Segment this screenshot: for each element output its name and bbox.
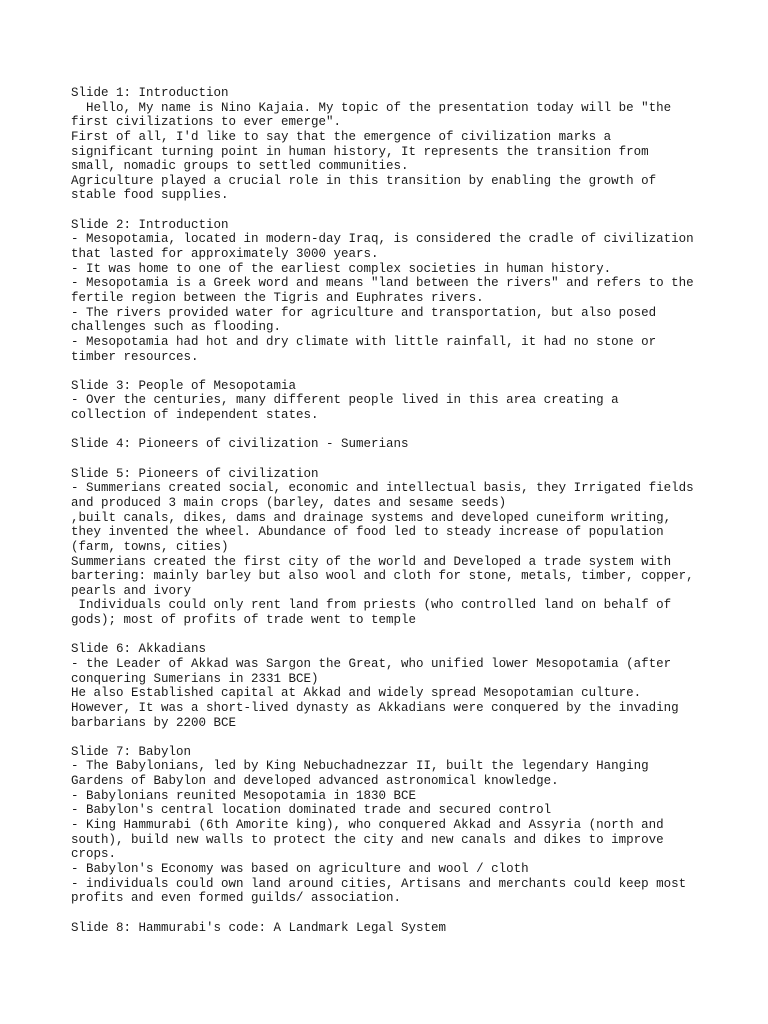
text-line: small, nomadic groups to settled communities. (71, 159, 409, 174)
text-line: crops. (71, 847, 117, 862)
text-line: first civilizations to ever emerge". (71, 115, 342, 130)
text-line: However, It was a short-lived dynasty as Akkadians were conquered by the invading (71, 700, 679, 715)
text-line: Individuals could only rent land from priests (who controlled land on behalf of (71, 598, 672, 613)
text-line: - The Babylonians, led by King Nebuchadnezzar II, built the legendary Hanging (71, 759, 649, 774)
text-line (71, 364, 711, 379)
text-line: - Babylon's Economy was based on agriculture and wool / cloth (71, 861, 529, 876)
text-line: - Babylonians reunited Mesopotamia in 1830 BCE (71, 788, 417, 803)
text-line: Summerians created the first city of the world and Developed a trade system with (71, 554, 672, 569)
text-line: timber resources. (71, 349, 199, 364)
text-line: - Mesopotamia, located in modern-day Iraq, is considered the cradle of civilization (71, 232, 694, 247)
text-line: He also Established capital at Akkad and widely spread Mesopotamian culture. (71, 686, 642, 701)
text-line: that lasted for approximately 3000 years. (71, 247, 379, 262)
text-line: Slide 4: Pioneers of civilization - Sumerians (71, 437, 409, 452)
text-line: pearls and ivory (71, 583, 192, 598)
text-line: - the Leader of Akkad was Sargon the Great, who unified lower Mesopotamia (after (71, 656, 672, 671)
text-line: profits and even formed guilds/ association. (71, 891, 402, 906)
text-line: - King Hammurabi (6th Amorite king), who conquered Akkad and Assyria (north and (71, 818, 664, 833)
text-line: gods); most of profits of trade went to temple (71, 613, 417, 628)
text-line: ,built canals, dikes, dams and drainage systems and developed cuneiform writing, (71, 510, 672, 525)
text-line: - Over the centuries, many different people lived in this area creating a (71, 393, 619, 408)
text-line (71, 423, 711, 438)
text-line (71, 906, 711, 921)
text-line: Slide 5: Pioneers of civilization (71, 466, 319, 481)
text-line: - Mesopotamia had hot and dry climate with little rainfall, it had no stone or (71, 334, 657, 349)
text-line: Slide 7: Babylon (71, 744, 192, 759)
text-line: Hello, My name is Nino Kajaia. My topic of the presentation today will be "the (71, 100, 672, 115)
text-line: significant turning point in human history, It represents the transition from (71, 144, 649, 159)
text-line: First of all, I'd like to say that the emergence of civilization marks a (71, 129, 612, 144)
text-line: Slide 2: Introduction (71, 217, 229, 232)
text-line: Slide 8: Hammurabi's code: A Landmark Legal System (71, 920, 447, 935)
text-line: and produced 3 main crops (barley, dates and sesame seeds) (71, 495, 507, 510)
text-line: Slide 6: Akkadians (71, 642, 207, 657)
text-line: - individuals could own land around cities, Artisans and merchants could keep most (71, 876, 687, 891)
text-line (71, 730, 711, 745)
text-line: (farm, towns, cities) (71, 539, 229, 554)
text-line: Slide 1: Introduction (71, 86, 229, 100)
text-line (71, 452, 711, 467)
text-line: fertile region between the Tigris and Euphrates rivers. (71, 290, 484, 305)
text-line: conquering Sumerians in 2331 BCE) (71, 671, 319, 686)
text-line: they invented the wheel. Abundance of food led to steady increase of population (71, 525, 664, 540)
text-line (71, 628, 711, 643)
text-line: - It was home to one of the earliest complex societies in human history. (71, 261, 612, 276)
text-line: Slide 3: People of Mesopotamia (71, 378, 297, 393)
text-line: - Summerians created social, economic and intellectual basis, they Irrigated fields (71, 481, 694, 496)
text-line: stable food supplies. (71, 188, 229, 203)
text-line: challenges such as flooding. (71, 320, 282, 335)
text-line: south), build new walls to protect the city and new canals and dikes to improve (71, 832, 664, 847)
text-line: - Mesopotamia is a Greek word and means "land between the rivers" and refers to the (71, 276, 694, 291)
document-text (71, 86, 711, 935)
text-line: bartering: mainly barley but also wool and cloth for stone, metals, timber, copper, (71, 569, 694, 584)
text-line: barbarians by 2200 BCE (71, 715, 237, 730)
text-line: Gardens of Babylon and developed advanced astronomical knowledge. (71, 774, 559, 789)
text-line: - Babylon's central location dominated trade and secured control (71, 803, 552, 818)
text-line: Agriculture played a crucial role in this transition by enabling the growth of (71, 173, 657, 188)
text-line: - The rivers provided water for agriculture and transportation, but also posed (71, 305, 657, 320)
text-line: collection of independent states. (71, 408, 319, 423)
text-line (71, 203, 711, 218)
